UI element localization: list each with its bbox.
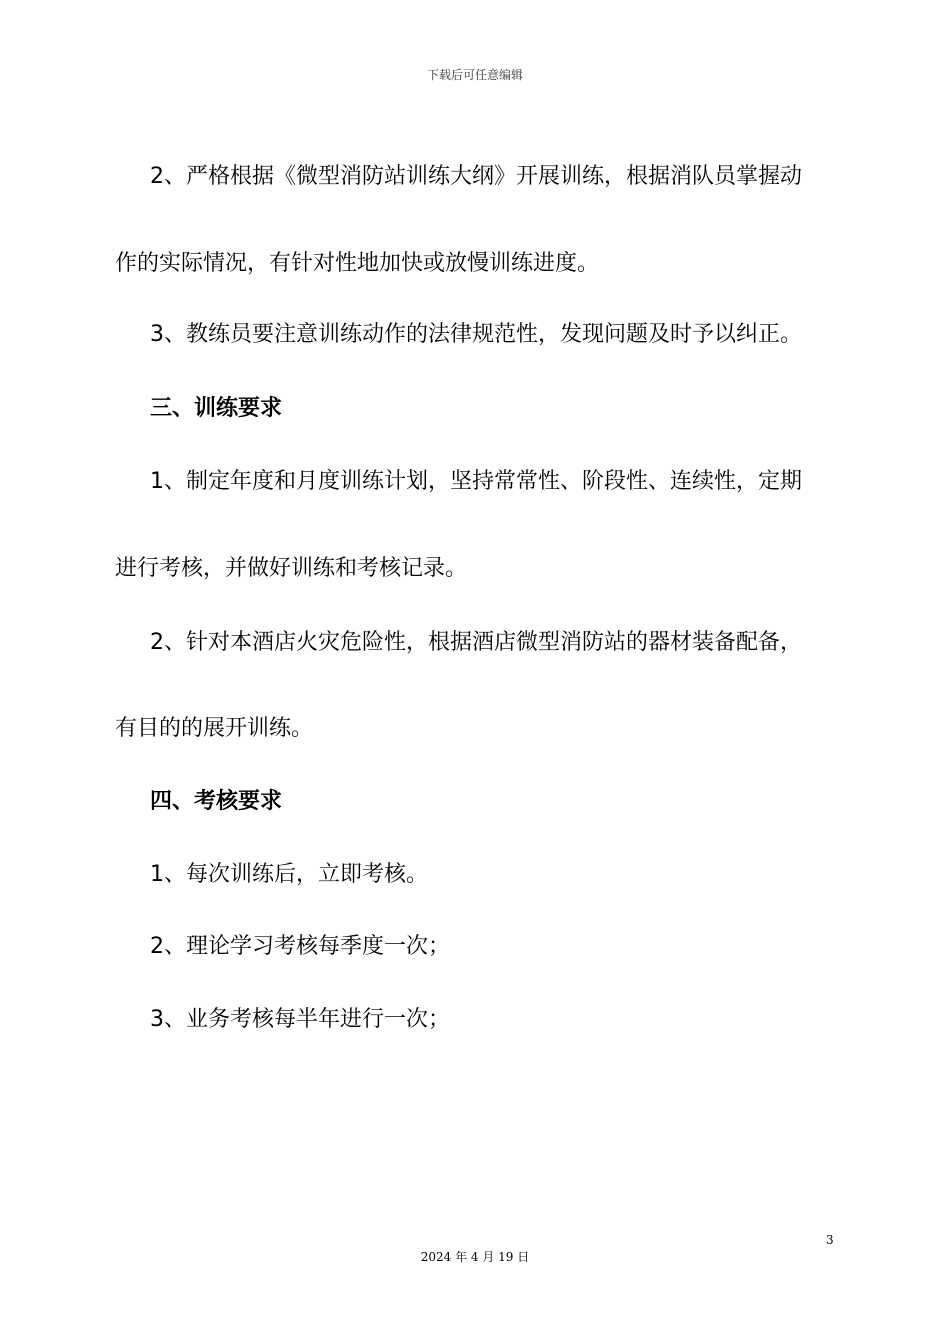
paragraph-line: 3、业务考核每半年进行一次； <box>150 1007 450 1032</box>
page-number: 3 <box>826 1233 834 1247</box>
paragraph-line: 作的实际情况，有针对性地加快或放慢训练进度。 <box>115 251 600 276</box>
paragraph-line: 2、严格根据《微型消防站训练大纲》开展训练，根据消队员掌握动 <box>150 164 802 189</box>
paragraph-line: 3、教练员要注意训练动作的法律规范性，发现问题及时予以纠正。 <box>150 322 802 347</box>
paragraph-line: 1、每次训练后，立即考核。 <box>150 862 428 887</box>
section-heading: 三、训练要求 <box>150 396 283 421</box>
paragraph-line: 2、理论学习考核每季度一次； <box>150 934 450 959</box>
paragraph-line: 进行考核，并做好训练和考核记录。 <box>115 556 468 581</box>
header-note: 下载后可任意编辑 <box>426 68 523 82</box>
paragraph-line: 1、制定年度和月度训练计划，坚持常常性、阶段性、连续性，定期 <box>150 469 802 494</box>
section-heading: 四、考核要求 <box>150 789 283 814</box>
paragraph-line: 2、针对本酒店火灾危险性，根据酒店微型消防站的器材装备配备， <box>150 630 802 655</box>
footer-date: 2024 年 4 月 19 日 <box>420 1250 530 1264</box>
paragraph-line: 有目的的展开训练。 <box>115 716 314 741</box>
